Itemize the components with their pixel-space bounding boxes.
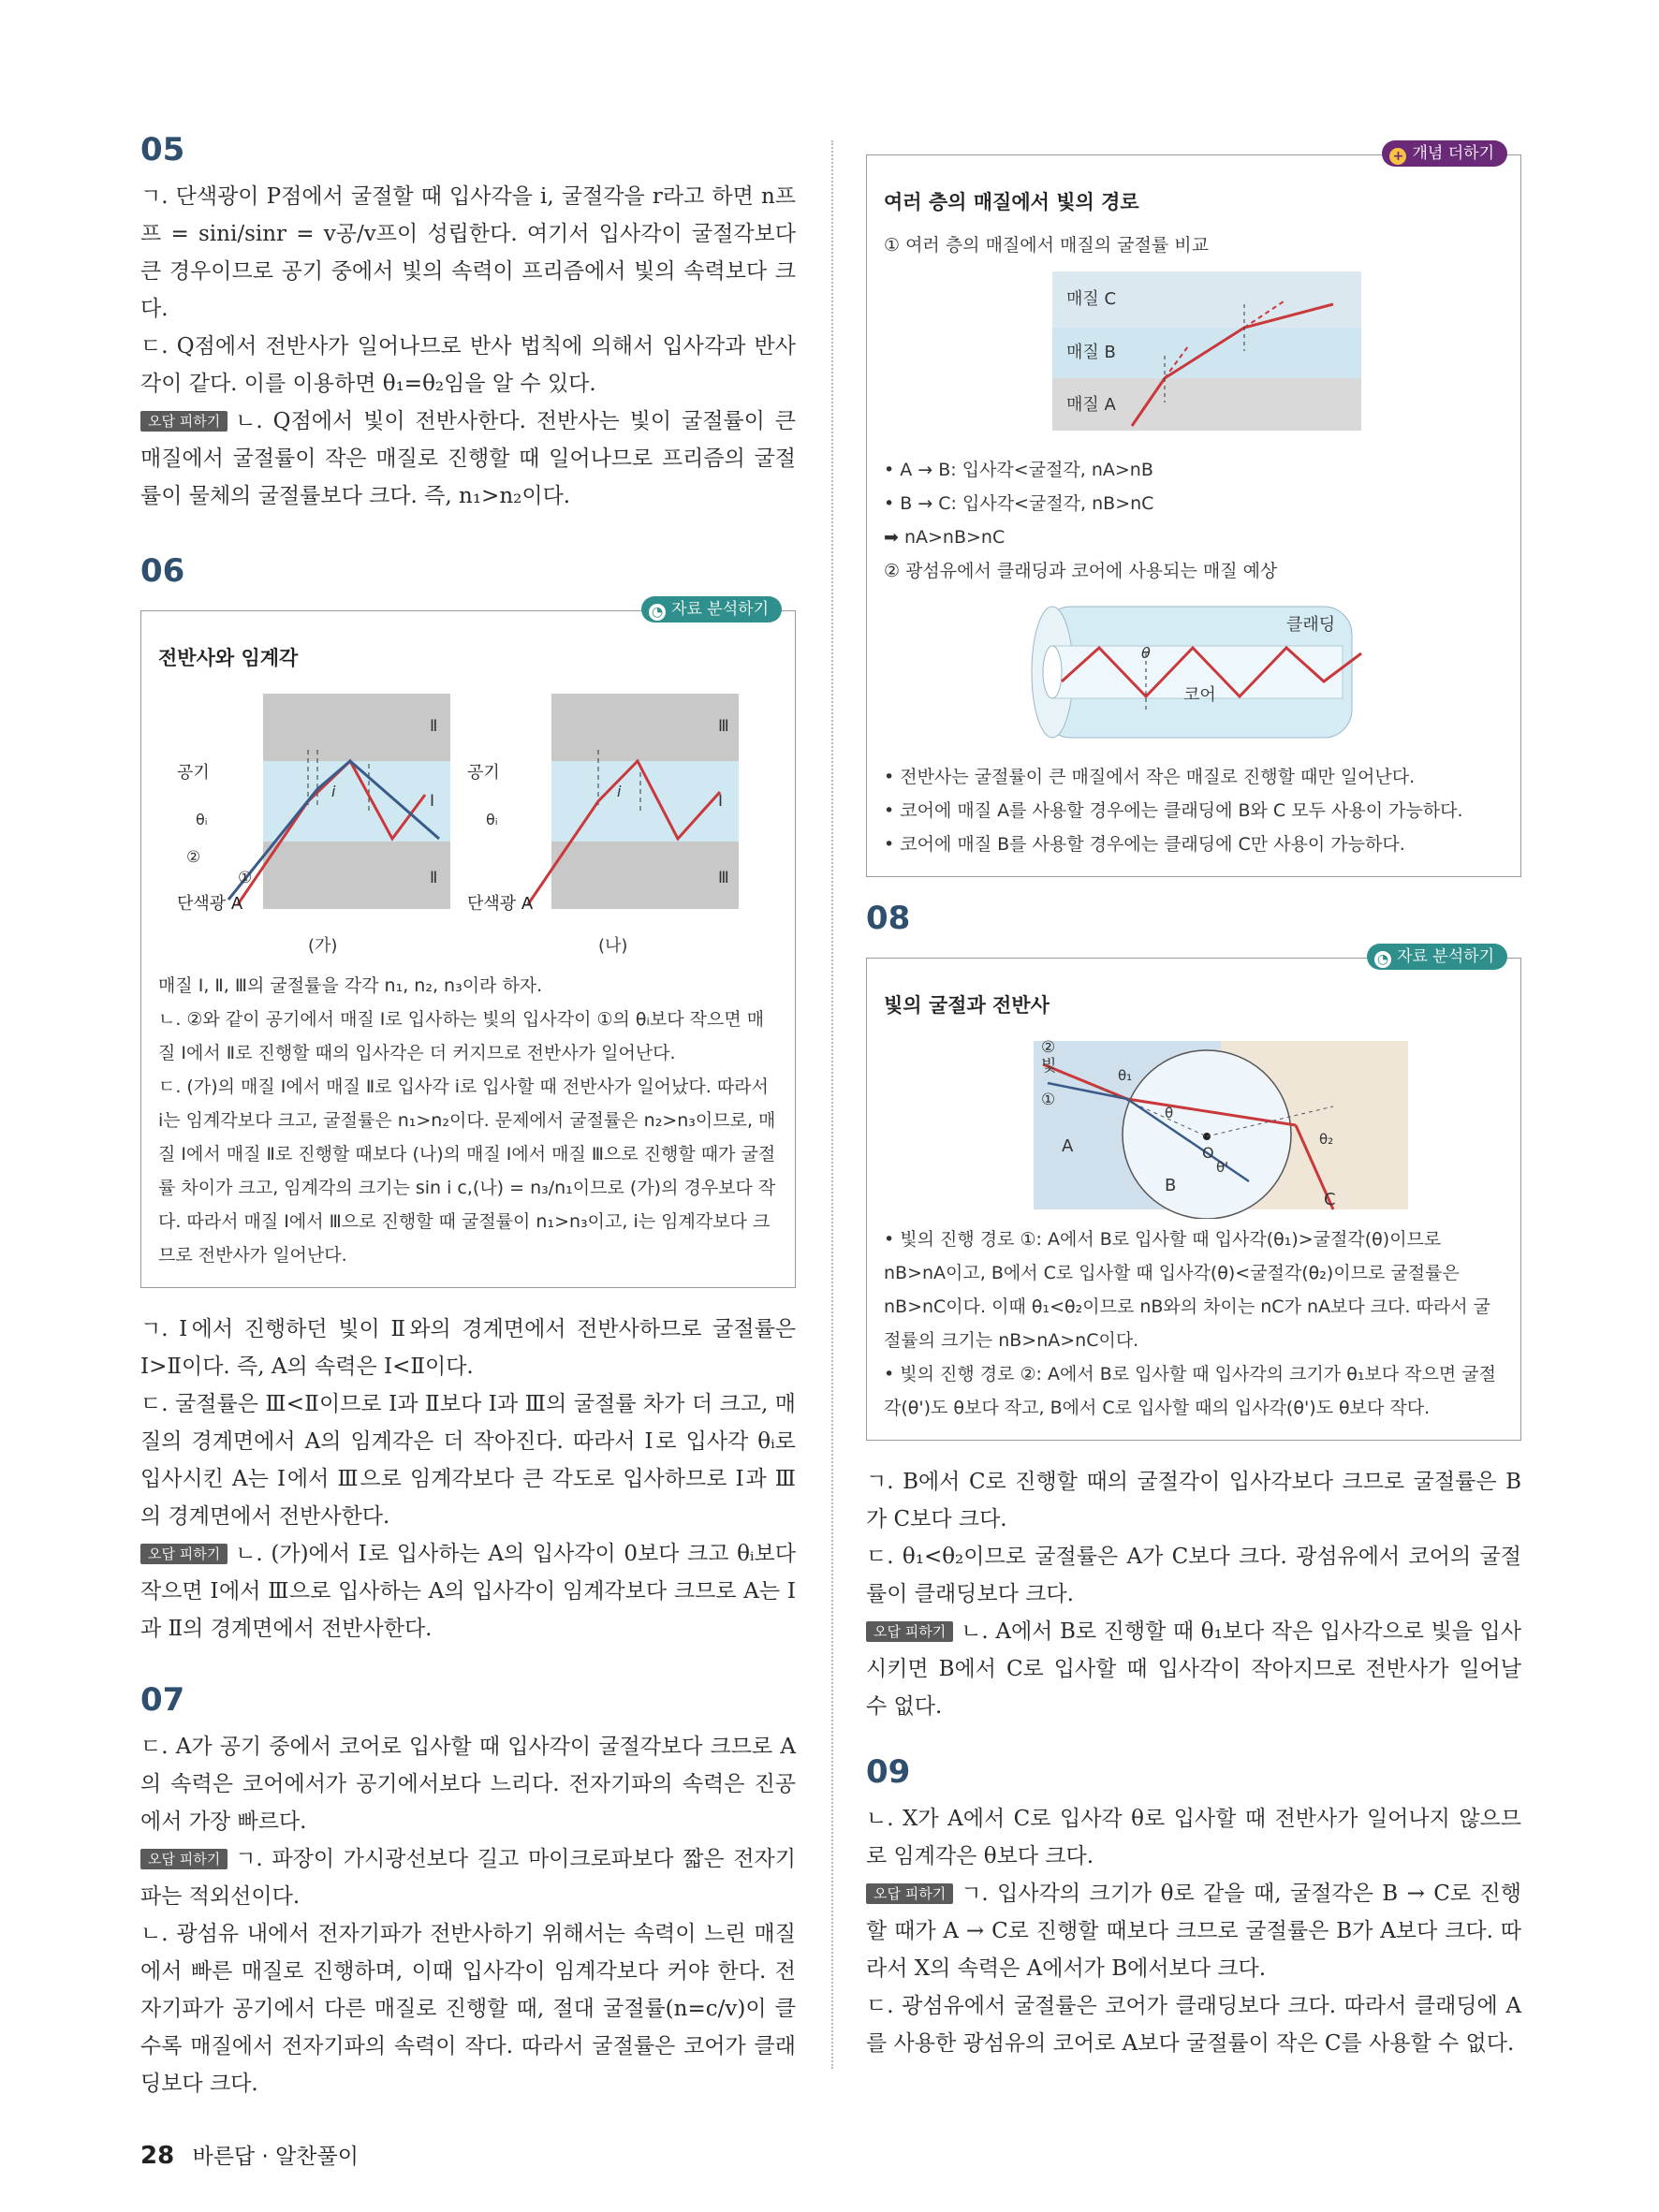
magnifier-icon: ◔ [649, 604, 666, 621]
figure-caption: (나) [598, 936, 628, 956]
question-06 [140, 552, 796, 1648]
ray-label: ① [238, 869, 253, 887]
magnifier-icon: ◔ [1374, 951, 1391, 968]
angle-label: i [331, 783, 336, 800]
answer-paragraph: ㄴ. X가 A에서 C로 입사각 θ로 입사할 때 전반사가 일어나지 않으므로 임계각은 θ보다 크다. [866, 1807, 1521, 1868]
plus-icon: + [1389, 148, 1406, 165]
optical-fiber-figure [884, 588, 1502, 756]
angle-label: i [617, 783, 622, 800]
answer-paragraph: ㄷ. A가 공기 중에서 코어로 입사할 때 입사각이 굴절각보다 크므로 A의 속력은 코어에서가 공기에서보다 느리다. 전자기파의 속력은 진공에서 가장 빠르다. [140, 1735, 796, 1834]
answer-paragraph: 오답 피하기 ㄴ. Q점에서 빛이 전반사한다. 전반사는 빛이 굴절률이 큰 매질에서 굴절률이 작은 매질로 진행할 때 일어나므로 프리즘의 굴절률이 물체의 굴절률보다 크다. 즉, n₁>n₂이다. [140, 409, 796, 508]
angle-label: θᵢ [196, 811, 208, 828]
medium-label: B [1165, 1176, 1177, 1195]
column-divider [831, 140, 833, 2069]
medium-label: 매질 A [1066, 395, 1116, 415]
total-reflection-figure [158, 684, 776, 965]
bullet-item: • 전반사는 굴절률이 큰 매질에서 작은 매질로 진행할 때만 일어난다. [884, 767, 1416, 787]
data-analysis-badge: ◔ 자료 분석하기 [641, 596, 782, 623]
layer-label: Ⅲ [718, 869, 729, 887]
bullet-item: • 코어에 매질 A를 사용할 경우에는 클래딩에 B와 C 모두 사용이 가능하다. [884, 800, 1463, 821]
bullet-item: • 코어에 매질 B를 사용할 경우에는 클래딩에 C만 사용이 가능하다. [884, 834, 1405, 855]
answer-paragraph: ㄱ. B에서 C로 진행할 때의 굴절각이 입사각보다 크므로 굴절률은 B가 C보다 크다. [866, 1470, 1521, 1531]
angle-label: θ₂ [1319, 1131, 1334, 1148]
question-number: 05 [140, 131, 185, 168]
data-analysis-box [140, 600, 796, 1288]
left-column [140, 131, 796, 2102]
angle-label: θ [1165, 1105, 1174, 1121]
avoid-wrong-tag: 오답 피하기 [140, 1849, 228, 1869]
answer-paragraph: ㄷ. 굴절률은 Ⅲ<Ⅱ이므로 Ⅰ과 Ⅱ보다 Ⅰ과 Ⅲ의 굴절률 차가 더 크고, 매질의 경계면에서 A의 임계각은 더 작아진다. 따라서 Ⅰ로 입사각 θᵢ로 입사시킨 A는 Ⅰ에서 Ⅲ으로 임계각보다 큰 각도로 입사하므로 Ⅰ과 Ⅲ의 경계면에서 전반사한다. [140, 1392, 796, 1529]
question-05 [140, 131, 796, 515]
data-analysis-box [866, 947, 1521, 1441]
answer-paragraph: 오답 피하기 ㄴ. (가)에서 Ⅰ로 입사하는 A의 입사각이 0보다 크고 θᵢ보다 작으면 Ⅰ에서 Ⅲ으로 입사하는 A의 입사각이 임계각보다 크므로 A는 Ⅰ과 Ⅱ의 경계면에서 전반사한다. [140, 1542, 796, 1641]
light-label: 단색광 A [467, 894, 534, 914]
medium-label: C [1324, 1190, 1336, 1209]
page-footer [140, 2139, 359, 2170]
avoid-wrong-tag: 오답 피하기 [866, 1621, 953, 1642]
question-number: 06 [140, 552, 185, 590]
concept-box [866, 144, 1521, 877]
box-title: 빛의 굴절과 전반사 [884, 994, 1050, 1017]
avoid-wrong-tag: 오답 피하기 [866, 1883, 953, 1904]
layer-label: Ⅱ [430, 717, 438, 736]
bullet-item: • B → C: 입사각<굴절각, nB>nC [884, 493, 1154, 514]
ray-label: ② [186, 848, 201, 867]
ray-label: ① [1041, 1091, 1056, 1109]
light-label: 빛 [1041, 1057, 1057, 1076]
question-number: 09 [866, 1753, 911, 1791]
answer-paragraph: 오답 피하기 ㄴ. A에서 B로 진행할 때 θ₁보다 작은 입사각으로 빛을 입사시키면 B에서 C로 입사할 때 입사각이 작아지므로 전반사가 일어날 수 없다. [866, 1619, 1521, 1719]
medium-label: A [1062, 1136, 1074, 1156]
answer-paragraph: ㄷ. 광섬유에서 굴절률은 코어가 클래딩보다 크다. 따라서 클래딩에 A를 사용한 광섬유의 코어로 A보다 굴절률이 작은 C를 사용할 수 없다. [866, 1994, 1521, 2056]
question-number: 07 [140, 1681, 185, 1719]
layered-media-figure [884, 262, 1502, 449]
answer-paragraph: 오답 피하기 ㄱ. 파장이 가시광선보다 길고 마이크로파보다 짧은 전자기파는 적외선이다. [140, 1847, 796, 1909]
air-label: 공기 [177, 763, 210, 783]
medium-label: 매질 C [1066, 289, 1117, 309]
answer-paragraph: 오답 피하기 ㄱ. 입사각의 크기가 θ로 같을 때, 굴절각은 B → C로 진행할 때가 A → C로 진행할 때보다 크므로 굴절률은 B가 A보다 크다. 따라서 X의 속력은 A에서가 B에서보다 크다. [866, 1882, 1521, 1981]
right-column [866, 144, 1521, 2062]
angle-label: θ' [1216, 1159, 1229, 1176]
question-number: 08 [866, 900, 911, 937]
answer-paragraph: ㄱ. Ⅰ에서 진행하던 빛이 Ⅱ와의 경계면에서 전반사하므로 굴절률은 Ⅰ>Ⅱ이다. 즉, A의 속력은 Ⅰ<Ⅱ이다. [140, 1317, 796, 1379]
light-label: 단색광 A [177, 894, 243, 914]
bullet-item: • A → B: 입사각<굴절각, nA>nB [884, 460, 1153, 480]
air-label: 공기 [467, 763, 500, 783]
box-text: • 빛의 진행 경로 ②: A에서 B로 입사할 때 입사각의 크기가 θ₁보다 작으면 굴절각(θ')도 θ보다 작고, B에서 C로 입사할 때의 입사각(θ')도 θ보다 작다. [884, 1364, 1496, 1418]
box-title: 여러 층의 매질에서 빛의 경로 [884, 191, 1139, 213]
bullet-item: ➡ nA>nB>nC [884, 527, 1006, 548]
box-text: • 빛의 진행 경로 ①: A에서 B로 입사할 때 입사각(θ₁)>굴절각(θ)이므로 nB>nA이고, B에서 C로 입사할 때 입사각(θ)<굴절각(θ₂)이므로 굴절률은 nB>nC이다. 이때 θ₁<θ₂이므로 nB와의 차이는 nC가 nA보다 크다. 따라서 굴절률의 크기는 nB>nA>nC이다. [884, 1229, 1491, 1351]
refraction-figure [884, 1032, 1502, 1219]
box-text: 매질 Ⅰ, Ⅱ, Ⅲ의 굴절률을 각각 n₁, n₂, n₃이라 하자. [158, 975, 543, 996]
answer-paragraph: ㄷ. θ₁<θ₂이므로 굴절률은 A가 C보다 크다. 광섬유에서 코어의 굴절률이 클래딩보다 크다. [866, 1545, 1521, 1606]
layer-label: Ⅲ [718, 717, 729, 736]
figure-caption: (가) [308, 936, 338, 956]
answer-paragraph: ㄷ. Q점에서 전반사가 일어나므로 반사 법칙에 의해서 입사각과 반사각이 같다. 이를 이용하면 θ₁=θ₂임을 알 수 있다. [140, 334, 796, 396]
box-text: ㄴ. ②와 같이 공기에서 매질 Ⅰ로 입사하는 빛의 입사각이 ①의 θᵢ보다 작으면 매질 Ⅰ에서 Ⅱ로 진행할 때의 입사각은 더 커지므로 전반사가 일어난다. [158, 1009, 765, 1063]
page-number: 28 [140, 2142, 175, 2170]
box-title: 전반사와 임계각 [158, 647, 299, 669]
layer-label: Ⅰ [430, 792, 435, 811]
angle-label: θ [1141, 644, 1151, 662]
answer-paragraph: ㄱ. 단색광이 P점에서 굴절할 때 입사각을 i, 굴절각을 r라고 하면 n프프 = sini/sinr = v공/v프이 성립한다. 여기서 입사각이 굴절각보다 큰 경우이므로 공기 중에서 빛의 속력이 프리즘에서 빛의 속력보다 크다. [140, 184, 796, 321]
angle-label: θᵢ [486, 811, 498, 828]
angle-label: θ₁ [1118, 1067, 1133, 1084]
box-text: ㄷ. (가)의 매질 Ⅰ에서 매질 Ⅱ로 입사각 i로 입사할 때 전반사가 일어났다. 따라서 i는 임계각보다 크고, 굴절률은 n₁>n₂이다. 문제에서 굴절률은 n₂>n₃이므로, 매질 Ⅰ에서 매질 Ⅱ로 진행할 때보다 (나)의 매질 Ⅰ에서 매질 Ⅲ으로 진행할 때가 굴절률 차이가 크고, 임계각의 크기는 sin i c,(나) = n₃/n₁이므로 (가)의 경우보다 작다. 따라서 매질 Ⅰ에서 Ⅲ으로 진행할 때 굴절률이 n₁>n₃이고, i는 임계각보다 크므로 전반사가 일어난다. [158, 1077, 776, 1266]
question-09 [866, 1753, 1521, 2062]
data-analysis-badge: ◔ 자료 분석하기 [1367, 944, 1507, 970]
layer-label: Ⅱ [430, 869, 438, 887]
medium-label: 매질 B [1066, 343, 1116, 362]
ray-label: ② [1041, 1038, 1056, 1057]
cladding-label: 클래딩 [1286, 615, 1336, 635]
answer-paragraph: ㄴ. 광섬유 내에서 전자기파가 전반사하기 위해서는 속력이 느린 매질에서 빠른 매질로 진행하며, 이때 입사각이 임계각보다 커야 한다. 전자기파가 공기에서 다른 매질로 진행할 때, 절대 굴절률(n=c/v)이 클수록 매질에서 전자기파의 속력이 작다. 따라서 굴절률은 코어가 클래딩보다 크다. [140, 1922, 796, 2096]
layer-label: Ⅰ [718, 792, 724, 811]
box-text: ② 광섬유에서 클래딩과 코어에 사용되는 매질 예상 [884, 561, 1278, 581]
avoid-wrong-tag: 오답 피하기 [140, 1544, 228, 1564]
question-08 [866, 900, 1521, 1725]
book-title: 바른답 · 알찬풀이 [192, 2145, 359, 2169]
core-label: 코어 [1183, 685, 1216, 705]
center-label: O [1202, 1144, 1214, 1162]
concept-plus-badge: + 개념 더하기 [1382, 140, 1507, 167]
question-07 [140, 1681, 796, 2102]
avoid-wrong-tag: 오답 피하기 [140, 411, 228, 432]
box-text: ① 여러 층의 매질에서 매질의 굴절률 비교 [884, 235, 1209, 256]
